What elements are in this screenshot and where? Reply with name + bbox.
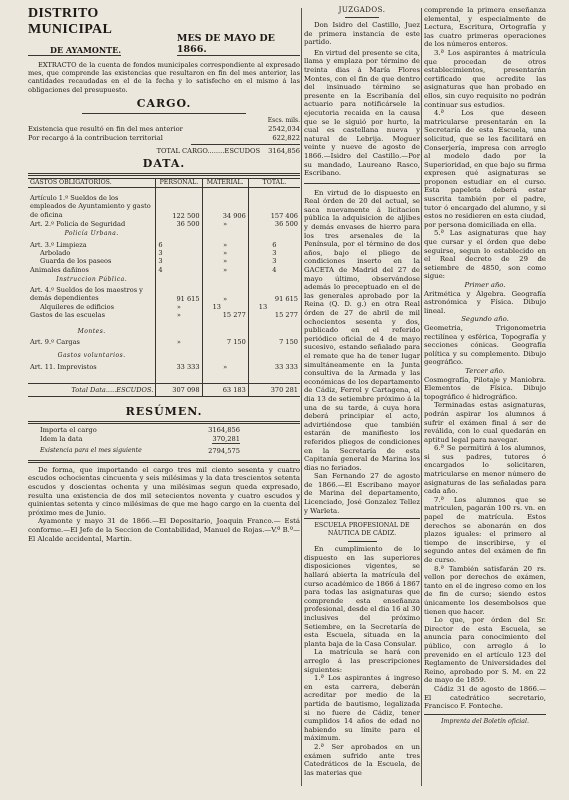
table-subheading: Instruccion Pública. xyxy=(56,275,128,283)
column-divider xyxy=(421,8,422,786)
column-header: MATERIAL. xyxy=(202,178,248,187)
cargo-heading: CARGO. xyxy=(136,96,192,110)
report-date: MES DE MAYO DE 1866. xyxy=(177,33,300,56)
divider xyxy=(28,421,300,424)
paragraph: En cumplimiento de lo dispuesto en las superiores disposiciones vigentes, se hallará abierta la matrícula del curso académico de 1866 á 1867 para todas las asignaturas que comprende esta enseñanza profesional, desde el dia 16 al 30 inclusives del próximo Setiembre, en la Secretaría de esta Escuela, situada en la planta baja de la Casa Consular. xyxy=(304,545,420,648)
closing-paragraph: De forma, que importando el cargo tres mil ciento sesenta y cuatro escudos ochocientas cincuenta y seis milésimas y la data trescientos setenta escudos y doscientas ochenta y una milésimas segun queda expresado, resulta una existencia de dos mil setecientos noventa y cuatro escudos y quinientas setenta y cinco milésimas de que me hago cargo en la cuenta del próximo mes de Junio. xyxy=(28,465,300,517)
paragraph: 7.ª Los alumnos que se matriculen, pagarán 100 rs. vn. en papel de matrícula. Estos derechos se abonarán en dos plazos iguales: el primero al tiempo de inscribirse, y el segundo antes del exámen de fin de curso. xyxy=(424,495,546,564)
paragraph: 5.ª Las asignaturas que hay que cursar y el órden que debe seguirse, segun lo establecido en el Real decreto de 29 de setiembre de 4850, son como sigue: xyxy=(424,229,546,281)
paragraph: Terminadas estas asignaturas, podrán aspirar los alumnos á sufrir el exámen final á ser de reválida, con lo cual quedarán en aptitud legal para navegar. xyxy=(424,401,546,444)
table-row: Art. 11. Imprevistos 33 333 » 33 333 xyxy=(30,362,298,371)
cargo-unit: Escs. mils. xyxy=(267,116,300,124)
table-row: Art. 2.º Policía de Seguridad 36 500 » 36 500 xyxy=(30,220,298,229)
resumen-total: Existencia para el mes siguiente 2794,575 xyxy=(40,447,240,456)
divider xyxy=(191,144,300,145)
paragraph: 2.ª Ser aprobados en un exámen sufrido ante tres Catedráticos de la Escuela, de las materias que xyxy=(304,742,420,777)
table-subheading: Montes. xyxy=(77,327,106,335)
table-row: Artículo 1.º Sueldos de los empleados de Ayuntamiento y gasto de oficina 122 500 34 906 157 406 xyxy=(30,194,298,220)
paragraph: La matrícula se hará con arreglo á las prescripciones siguientes: xyxy=(304,648,420,674)
divider xyxy=(345,17,380,18)
resumen-block xyxy=(28,426,300,456)
table-row: Art. 4.º Sueldos de los maestros y demás dependientes 91 615 » 91 615 xyxy=(30,286,298,303)
table-row: Art. 3.º Limpieza 6 » 6 xyxy=(28,241,300,249)
paragraph: comprende la primera enseñanza elemental, y especialmente de Lectura, Escritura, Ortografía y las cuatro primeras operaciones de los números enteros. xyxy=(424,6,546,49)
divider xyxy=(28,460,300,463)
paragraph: Cosmografía, Pilotaje y Maniobra. Elementos de Física. Dibujo topográfico é hidrográfico. xyxy=(424,375,546,401)
school-notice-column xyxy=(424,6,546,725)
courts-heading: JUZGADOS. xyxy=(338,6,386,14)
year-heading: Primer año. xyxy=(464,281,506,289)
paragraph: Cádiz 31 de agosto de 1866.— El catedrático secretario, Francisco F. Fonteche. xyxy=(424,684,546,711)
table-subheading: Gastos voluntarios. xyxy=(57,352,126,360)
paragraph: 4.ª Los que deseen matricularse presentarán en la Secretaría de esta Escuela, una solicitud, que se les facilitará en Conserjería, impresa con arreglo al modelo dado por la Superioridad, en que bajo su firma expresen qué asignaturas se proponen estudiar en el curso. Esta papeleta deberá estar suscrita también por el padre, tutor ó encargado del alumno, y si estos no residieren en esta ciudad, por persona domiciliada en ella. xyxy=(424,109,546,229)
divider xyxy=(304,518,420,519)
paragraph: Aritmética y Álgebra. Geografía astronómica y Física. Dibujo lineal. xyxy=(424,289,546,315)
paragraph: Lo que, por órden del Sr. Director de esta Escuela, se anuncia para conocimiento del público, con arreglo á lo prevenido en el artículo 123 del Reglamento de Universidades del Reino, aprobado por S. M. en 22 de mayo de 1859. xyxy=(424,616,546,685)
signature-paragraph: Ayamonte y mayo 31 de 1866.—El Depositario, Joaquin Franco.— Está conforme.—El Jefe de la Seccion de Contabilidad, Manuel de Rojas.—V.º B.º—El Alcalde accidental, Martin. xyxy=(28,517,300,543)
paragraph: En virtud de lo dispuesto en Real órden de 20 del actual, se saca nuevamente á licitacion pública la adquisicion de aljibes y demás envases de hierro para los tres arsenales de la Península, por el término de dos años, bajo el pliego de condiciones inserto en la GACETA de Madrid del 27 de mayo último, observándose además lo preceptuado en el de las generales aprobado por la Reina (Q. D. g.) en otra Real órden de 27 de abril de mil ochocientos sesenta y dos, publicado en el referido periódico oficial de 4 de mayo sucesivo, estando señalado para el remate que ha de tener lugar simultáneamente en la Junta consultiva de la Armada y las económicas de los departamento de Cádiz, Ferrol y Cartagena, el dia 13 de setiembre próximo á la una de su tarde, á cuya hora deberá principiar el acto, advirtiéndose que también estarán de manifiesto los referidos pliegos de condiciones en la Secretaría de esta Capitanía general de Marina los dias no feriados. xyxy=(304,188,420,472)
cargo-row: Por recargo á la contribucion territorial 622,822 xyxy=(28,133,300,142)
paragraph: Don Isidro del Castillo, Juez de primera instancia de este partido. xyxy=(304,21,420,47)
municipal-account-column xyxy=(28,6,300,543)
paragraph: Geometria, Trigonometria rectilínea y esférica, Topografía y secciones cónicas. Geografía política y su complemento. Dibujo geográfico. xyxy=(424,323,546,367)
header-block xyxy=(28,6,300,57)
printer-footer: Imprenta del Boletín oficial. xyxy=(441,717,529,725)
table-row: Guarda de los paseos 3 » 3 xyxy=(28,257,300,265)
resumen-heading: RESÚMEN. xyxy=(125,405,203,419)
year-heading: Tercer año. xyxy=(465,366,505,375)
table-row: Arbolado 3 » 3 xyxy=(28,249,300,257)
district-place: DE AYAMONTE. xyxy=(28,45,121,56)
table-header-row xyxy=(28,178,300,187)
divider xyxy=(424,714,546,715)
table-row: Animales dañinos 4 » 4 xyxy=(28,266,300,274)
district-title: DISTRITO MUNICIPAL xyxy=(28,6,113,37)
table-subheading: Policía Urbana. xyxy=(64,230,119,238)
column-divider xyxy=(301,8,302,786)
column-header: TOTAL. xyxy=(248,178,300,187)
expenses-table xyxy=(28,178,300,397)
resumen-row: Importa el cargo 3164,856 xyxy=(40,426,240,435)
extract-paragraph: EXTRACTO de la cuenta de fondos municipales correspondiente al expresado mes, que comprende las existencias que resultaron en fin del mes anterior, las cantidades recaudadas en el de la fecha y lo satisfecho en el mismo á las obligaciones del presupuesto. xyxy=(28,61,300,94)
divider xyxy=(82,113,245,114)
paragraph: San Fernando 27 de agosto de 1866.—El Escribano mayor de Marina del departamento, Licenciado, José Gonzalez Tellez y Warleta. xyxy=(304,472,420,515)
table-row: Gastos de las escuelas » 15 277 15 277 xyxy=(30,311,298,320)
column-header: GASTOS OBLIGATORIOS. xyxy=(28,178,156,187)
paragraph: 3.ª Los aspirantes á matrícula que procedan de otros establecimientos, presentarán certificado que acredite las asignaturas que han probado en ellos, sin cuyo requisito no podrán continuar sus estudios. xyxy=(424,48,546,109)
paragraph: En virtud del presente se cita, llama y emplaza por término de treinta dias á María Flores Montes, con el fin de que dentro del insinuado término se presente en la Escribanía del actuario para notificársele la ejecutoria recaida en la causa que se le siguió por hurto, la cual es castellana nueva y natural de Lebrija. Moguer veinte y nueve de agosto de 1866.—Isidro del Castillo.—Por su mandado, Laureano Rasco, Escribano. xyxy=(304,48,420,178)
data-heading: DATA. xyxy=(142,156,186,170)
school-heading: ESCUELA PROFESIONAL DE NÁUTICA DE CÁDIZ. xyxy=(314,522,410,538)
cargo-total: TOTAL CARGO........ESCUDOS 3164,856 xyxy=(156,147,300,156)
column-header: PERSONAL. xyxy=(156,178,202,187)
paragraph: 6.ª Se permitirá á los alumnos, si sus padres, tutores ó encargados lo solicitaren, matricularse en menor número de asignaturas de las señaladas para cada año. xyxy=(424,444,546,496)
paragraph: 8.ª También satisfarán 20 rs. vellon por derechos de exámen, tanto en el de ingreso como en los de fin de curso; siendo estos únicamente los desembolsos que tienen que hacer. xyxy=(424,564,546,616)
table-row: Art. 9.º Cargas » 7 150 7 150 xyxy=(30,338,298,347)
cargo-row: Existencia que resultó en fin del mes anterior 2542,034 xyxy=(28,125,300,134)
year-heading: Segundo año. xyxy=(461,315,509,324)
divider xyxy=(28,173,300,176)
table-row: Alquileres de edificios » 13 13 xyxy=(28,303,300,311)
divider xyxy=(304,183,420,184)
resumen-row: Idem la data 370,281 xyxy=(40,434,240,443)
table-total-row: Total Data.....ESCUDOS. 307 098 63 183 370 281 xyxy=(28,383,300,396)
paragraph: 1.ª Los aspirantes á ingreso en esta carrera, deberán acreditar por medio de la partida de bautismo, legalizada si no fuere de Cádiz, tener cumplidos 14 años de edad no habiendo su límite para el máximum. xyxy=(304,674,420,743)
courts-column xyxy=(304,6,420,777)
divider xyxy=(348,541,377,542)
